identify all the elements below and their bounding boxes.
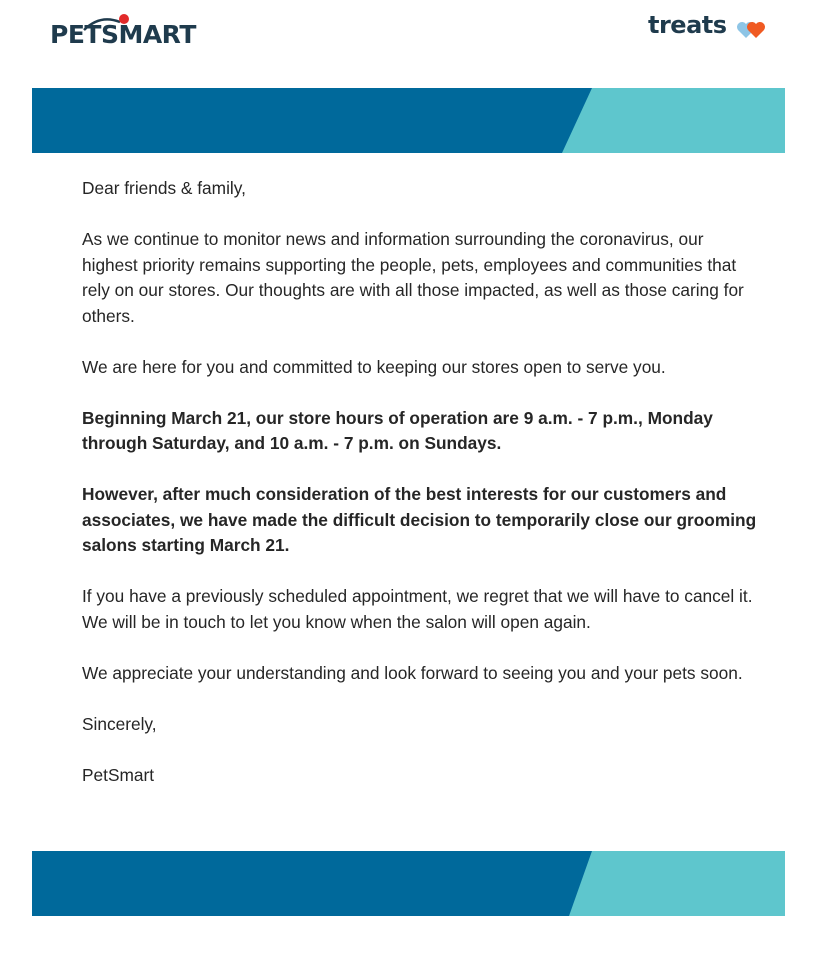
petsmart-logo-text: PETSMART [50, 20, 196, 49]
letter-greeting: Dear friends & family, [82, 178, 246, 198]
grooming-closure-notice: However, after much consideration of the best interests for our customers and associates, we have made the difficult decision to temporarily close our grooming salons starting March 21. [82, 484, 757, 555]
letter-paragraph: We appreciate your understanding and look forward to seeing you and your pets soon. [82, 662, 743, 683]
letter-paragraph: If you have a previously scheduled appointment, we regret that we will have to cancel it. We will be in touch to let you know when the salon will open again. [82, 586, 753, 632]
header-banner [32, 88, 785, 153]
letter-body [82, 176, 762, 814]
banner-dark-segment [32, 851, 592, 916]
letter-paragraph: We are here for you and committed to keeping our stores open to serve you. [82, 356, 666, 377]
store-hours-notice: Beginning March 21, our store hours of operation are 9 a.m. - 7 p.m., Monday through Saturday, and 10 a.m. - 7 p.m. on Sundays. [82, 407, 713, 453]
letter-signature: PetSmart [82, 764, 155, 785]
banner-dark-segment [32, 88, 592, 153]
treats-logo-text: treats [648, 11, 727, 39]
letter-closing: Sincerely, [82, 713, 157, 734]
letter-paragraph: As we continue to monitor news and information surrounding the coronavirus, our highest priority remains supporting the people, pets, employees and communities that rely on our stores. Our thoughts are with all those impacted, as well as those caring for others. [82, 229, 744, 326]
treats-logo [648, 11, 727, 45]
footer-banner [32, 851, 785, 916]
hearts-icon [736, 21, 770, 39]
